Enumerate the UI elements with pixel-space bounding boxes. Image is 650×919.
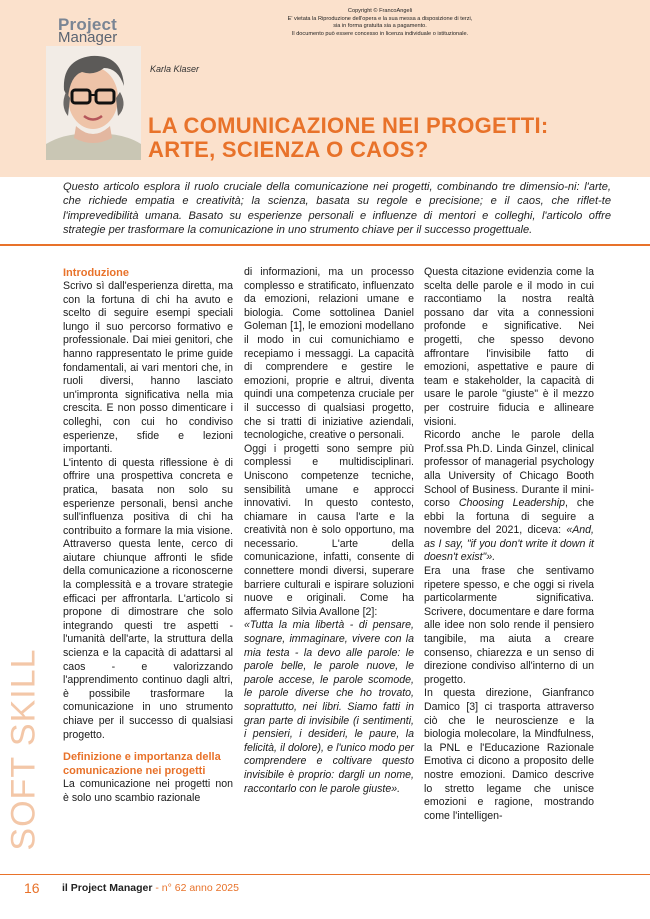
quote-ginzel: «And, as I say, "if you don't write it down it doesn't exist"». — [424, 524, 594, 564]
title-line-1: LA COMUNICAZIONE NEI PROGETTI: — [148, 113, 549, 138]
paragraph: Oggi i progetti sono sempre più complessi e multidisciplinari. Uniscono competenze tecniche, sensibilità umane e approcci innovativi. In questo contesto, chiamare in causa l'arte e la creatività non è solo opportuno, ma necessario. L'arte della comunicazione, infatti, consente di connettere mondi diversi, superare barriere culturali e ispirare soluzioni nuove e originali. Come ha affermato Silvia Avallone [2]: — [244, 442, 414, 618]
copyright-line: E' vietata la Riproduzione dell'opera e la sua messa a disposizione di terzi, — [287, 15, 473, 22]
page-header — [0, 0, 650, 177]
logo-line-2: Manager — [58, 29, 118, 46]
title-line-2: ARTE, SCIENZA O CAOS? — [148, 137, 429, 162]
issue-number: - n° 62 anno 2025 — [152, 882, 239, 894]
quote-avallone: «Tutta la mia libertà - di pensare, sognare, immaginare, vivere con la mia testa - la devo alle parole: le parole belle, le parole nuove, le parole accese, le parole scomode, le parole diverse che ho trovato, soprattutto, nei libri. Siamo fatti in gran parte di invisibile (i sentimenti, i pensieri, i desideri, le paure, la felicità, il dolore), e l'unico modo per comprendere e coltivare questo invisibile è proprio: dargli un nome, raccontarlo con le parole giuste». — [244, 619, 414, 795]
author-name: Karla Klaser — [150, 64, 200, 74]
paragraph — [424, 429, 594, 565]
author-photo — [46, 46, 141, 160]
paragraph-text: , che ebbi la fortuna di seguire a novembre del 2021, diceva: — [424, 497, 594, 537]
paragraph: di informazioni, ma un processo complesso e stratificato, influenzato da emozioni, relazioni umane e biologia. Come sottolinea Daniel Goleman [1], le emozioni modellano il modo in cui comunichiamo e recepiamo i messaggi. La capacità di comprendere e gestire le emozioni, proprie e altrui, diventa quindi una competenza cruciale per il successo di qualsiasi progetto, che si tratti di iniziative aziendali, tecnologiche, creative o personali. — [244, 266, 414, 442]
author-portrait-icon — [46, 46, 141, 160]
journal-name: il Project Manager — [62, 882, 153, 894]
header-divider — [0, 244, 650, 246]
article-title — [148, 114, 608, 162]
section-heading-definition: Definizione e importanza della comunicazione nei progetti — [63, 751, 221, 778]
page-number: 16 — [24, 880, 40, 896]
section-sidebar — [2, 630, 46, 880]
section-heading-introduction: Introduzione — [63, 267, 129, 279]
copyright-line: Copyright © FrancoAngeli — [347, 8, 413, 14]
copyright-line: Il documento può essere concesso in licenza individuale o istituzionale. — [291, 30, 469, 37]
paragraph: In questa direzione, Gianfranco Damico [3] ci trasporta attraverso ciò che le neuroscienze e la biologia molecolare, la Mindfulness, la PNL e l'Educazione Razionale Emotiva ci dicono a proposito delle nostre emozioni. Damico descrive lo stretto legame che unisce emozioni e ragione, mostrando come l'intelligen- — [424, 687, 594, 822]
paragraph: Era una frase che sentivamo ripetere spesso, e che oggi si rivela particolarmente significativa. Scrivere, documentare e dare forma alle idee non solo rende il pensiero tangibile, ma aiuta a creare consenso, chiarezza e un senso di direzione condiviso all'interno di un progetto. — [424, 565, 594, 686]
copyright-notice — [260, 8, 500, 38]
text-column-1 — [63, 266, 233, 805]
logo-line-1: Project — [58, 15, 118, 34]
journal-logo — [58, 15, 148, 45]
course-title: Choosing Leadership — [458, 497, 566, 510]
paragraph-text: Ricordo anche le parole della Prof.ssa Ph.D. Linda Ginzel, clinical professor of managerial psychology alla University of Chicago Booth School of Business. Durante il mini-corso — [424, 429, 594, 510]
footer-divider — [0, 874, 650, 875]
copyright-line: sia in forma gratuita sia a pagamento. — [333, 23, 427, 30]
paragraph: La comunicazione nei progetti non è solo uno scambio razionale — [63, 778, 233, 804]
paragraph: Questa citazione evidenzia come la scelta delle parole e il modo in cui raccontiamo la nostra realtà possano dar vita a connessioni profonde e significative. Nei progetti, che spesso devono affrontare l'invisibile fatto di emozioni, aspettative e paure di team e stakeholder, la capacità di usare le parole "giuste" è il mezzo per costruire fiducia e allineare visioni. — [424, 266, 594, 428]
journal-reference — [62, 882, 239, 894]
page-footer — [0, 880, 650, 898]
text-column-3 — [424, 266, 594, 823]
section-label: SOFT SKILL — [4, 648, 43, 851]
text-column-2 — [244, 266, 414, 796]
paragraph: L'intento di questa riflessione è di offrire una prospettiva concreta e pratica, basata non solo su esperienze personali, bensì anche sull'influenza positiva di chi ha contribuito a formare la mia visione. Attraverso questa lente, cerco di aiutare chiunque affronti le sfide della comunicazione a riconoscerne la complessità e a trovare strategie efficaci per affrontarla. L'articolo si propone di dimostrare che solo integrando questi tre aspetti - l'umanità dell'arte, la struttura della scienza e la capacità di adattarsi al caos - e valorizzando l'apprendimento continuo dagli altri, è possibile trasformare la comunicazione in uno strumento chiave per il successo di qualsiasi progetto. — [63, 456, 233, 741]
paragraph: Scrivo sì dall'esperienza diretta, ma con la fortuna di chi ha avuto e scelto di seguire esempi speciali lungo il suo percorso formativo e professionale. Dai miei genitori, che hanno rappresentato le prime guide fondamentali, ai vari mentori che, in ruoli diversi, hanno lasciato un'impronta significativa nella mia crescita. E non posso dimenticare i colleghi, con cui ho condiviso esperienze, sfide e lezioni importanti. — [63, 280, 233, 456]
article-abstract: Questo articolo esplora il ruolo cruciale della comunicazione nei progetti, combinando tre dimensio-ni: l'arte, che richiede empatia e creatività; la scienza, basata su regole e precisione; e il caos, che riflet-te l'imprevedibilità umana. Basato su esperienze personali e influenze di mentori e colleghi, l'articolo offre strategie per trasformare la comunicazione in uno strumento chiave per il successo progettuale. — [63, 181, 611, 237]
